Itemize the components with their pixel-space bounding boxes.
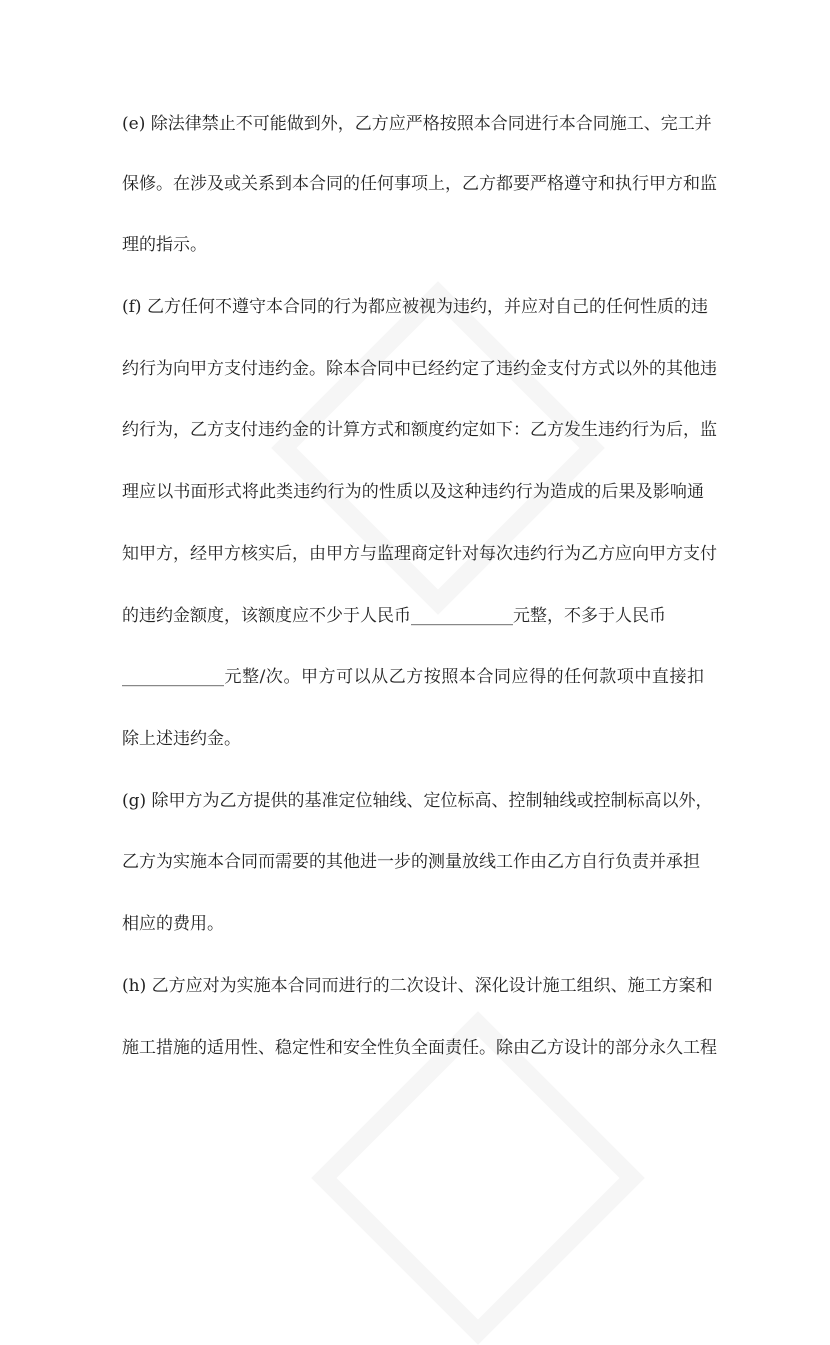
text-line: (f) 乙方任何不遵守本合同的行为都应被视为违约，并应对自己的任何性质的违 <box>122 297 708 317</box>
text-line: (g) 除甲方为乙方提供的基准定位轴线、定位标高、控制轴线或控制标高以外， <box>122 791 713 811</box>
text-line: 约行为，乙方支付违约金的计算方式和额度约定如下：乙方发生违约行为后，监 <box>122 420 717 440</box>
text-line: 除上述违约金。 <box>122 729 241 749</box>
text-line: 相应的费用。 <box>122 914 224 934</box>
text-line: (e) 除法律禁止不可能做到外，乙方应严格按照本合同进行本合同施工、完工并 <box>122 114 712 134</box>
watermark <box>311 1011 645 1345</box>
text-line: 保修。在涉及或关系到本合同的任何事项上，乙方都要严格遵守和执行甲方和监 <box>122 174 717 194</box>
text-line: 理的指示。 <box>122 235 207 255</box>
text-line: 知甲方，经甲方核实后，由甲方与监理商定针对每次违约行为乙方应向甲方支付 <box>122 544 717 564</box>
text-line: 施工措施的适用性、稳定性和安全性负全面责任。除由乙方设计的部分永久工程 <box>122 1038 717 1058</box>
text-line: 乙方为实施本合同而需要的其他进一步的测量放线工作由乙方自行负责并承担 <box>122 852 700 872</box>
text-line: 理应以书面形式将此类违约行为的性质以及这种违约行为造成的后果及影响通 <box>122 482 704 502</box>
text-line: (h) 乙方应对为实施本合同而进行的二次设计、深化设计施工组织、施工方案和 <box>122 976 713 996</box>
text-line: 约行为向甲方支付违约金。除本合同中已经约定了违约金支付方式以外的其他违 <box>122 359 717 379</box>
text-line: ____________元整/次。甲方可以从乙方按照本合同应得的任何款项中直接扣 <box>122 667 704 687</box>
text-line: 的违约金额度，该额度应不少于人民币____________元整，不多于人民币 <box>122 606 666 626</box>
